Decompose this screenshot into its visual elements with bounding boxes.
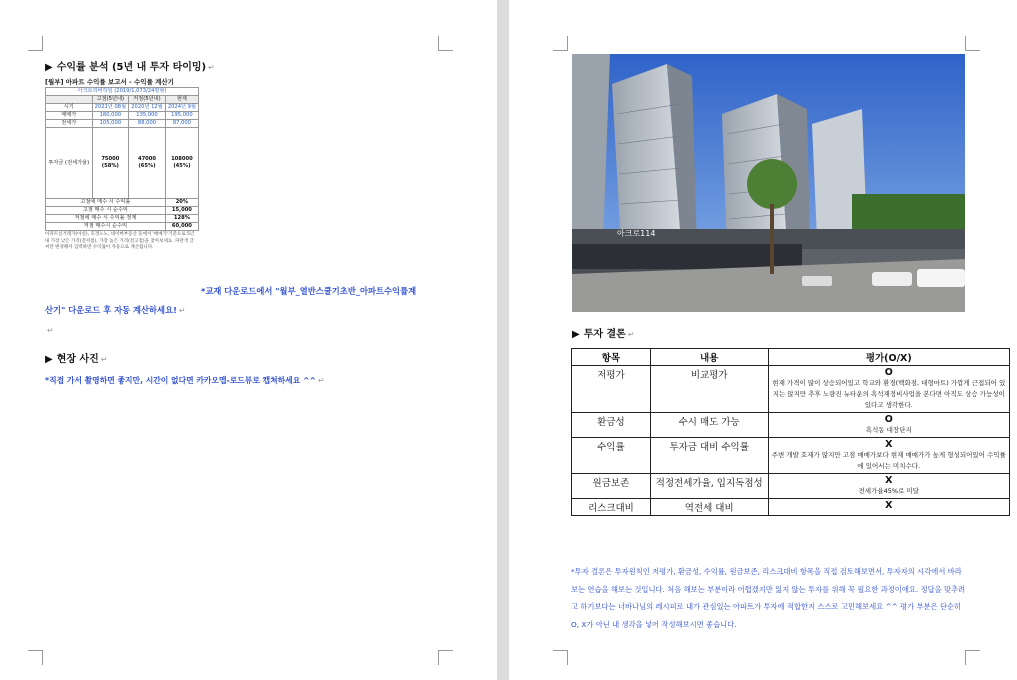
crop-mark	[965, 650, 980, 665]
apartment-street-photo	[572, 54, 965, 312]
table-row: 시기 2021년 08월 2020년 12월 2024년 9월	[46, 104, 199, 112]
triangle-bullet-icon: ▶	[45, 62, 53, 73]
download-note-cont: 산기" 다운로드 후 자동 계산하세요! ↵	[45, 305, 186, 315]
crop-mark	[28, 36, 43, 51]
table-row: 매매가 180,000 135,000 195,000	[46, 112, 199, 120]
section-heading-conclusion: ▶ 투자 결론 ↵	[572, 329, 635, 340]
table-row: 전세가 105,000 88,000 87,000	[46, 120, 199, 128]
table-row: 리스크대비 역전세 대비 X	[572, 499, 1010, 516]
crop-mark	[965, 36, 980, 51]
calculator-title: [월부] 아파트 수익률 보고서 - 수익률 계산기	[45, 78, 174, 86]
investment-conclusion-table	[571, 348, 1010, 516]
table-row: 저평가 비교평가 O 현재 가격이 많이 상승되어있고 학교와 환경(백화점, 대형마트) 가깝게 근접되어 있지는 않지만 추후 노량진 뉴타운의 흑석재정비사업을 본다면 아직도 상승 가능성이 있다고 생각한다.	[572, 366, 1010, 413]
crop-mark	[438, 36, 453, 51]
table-row: 투자금 (전세가율) 75000 (58%) 47000 (65%) 108000 (45%)	[46, 128, 199, 199]
table-row: 환금성 수시 매도 가능 O 흑석동 대장단지	[572, 413, 1010, 438]
site-photo	[572, 54, 965, 312]
calculator-note: 아파트실거래가(아실), 호갱노노, 네이버부동산 등에서 '매매가'기준으로 5년 내 가장 낮은 가격(전저점), 가장 높은 가격(전고점)을 찾아보세요. 파란색 글씨만 변경해서 입력하면 수익률이 자동으로 계산됩니다.	[45, 232, 195, 250]
building-sign: 아크로114	[617, 229, 656, 238]
crop-mark	[28, 650, 43, 665]
triangle-bullet-icon: ▶	[45, 354, 53, 365]
table-row: 고점 매수 시 순수익 15,000	[46, 207, 199, 215]
page-gutter	[497, 0, 509, 680]
triangle-bullet-icon: ▶	[572, 329, 580, 340]
calculator-table: 아크로리버하임 (2019/1,073/24평형) 고점(5년내) 저점(5년내) 현재 시기 2021년 08월 2020년 12월 2024년 9월 매매가 180,000 135,000 195,000 전세가 105,000 88,000 87,000 투자금 (전세가율) 75000 (58%) 47000 (65%) 108000 (45%) 고점에 매수 시 수익률 20% 고점 매수 시 순수익 15,000 저점에 매수 시 수익률 정계 128% 저점 매수시 순수익 60,000	[45, 87, 199, 231]
download-note: *교재 다운로드에서 "월부_열반스쿨기초반_아파트수익률계	[201, 286, 417, 296]
table-row: 원금보존 적정전세가율, 입지독점성 X 전세가율45%로 미달	[572, 474, 1010, 499]
crop-mark	[438, 650, 453, 665]
table-row: 고점에 매수 시 수익률 20%	[46, 199, 199, 207]
conclusion-footnote: *투자 결론은 투자원칙인 저평가, 환금성, 수익률, 원금보존, 리스크대비 항목을 직접 검토해보면서, 투자자의 시각에서 바라보는 연습을 해보는 것입니다. 처음 해보는 부분이라 어렵겠지만 잃지 않는 투자를 위해 꼭 필요한 과정이에요. 정답을 맞추려고 하기보다는 너바나님의 레시피로 내가 관심있는 아파트가 투자에 적합한지 스스로 고민해보세요 ^^ 평가 부분은 단순히 O, X가 아닌 내 생각을 넣어 작성해보시면 좋습니다.	[571, 567, 966, 629]
apartment-name: 아크로리버하임 (2019/1,073/24평형)	[46, 88, 199, 96]
photo-note: *직접 가서 촬영하면 좋지만, 시간이 없다면 카카오맵-로드뷰로 캡쳐하세요 ^^ ↵	[45, 376, 325, 385]
section-heading-returns: ▶ 수익률 분석 (5년 내 투자 타이밍) ↵	[45, 62, 215, 73]
paragraph-mark: ↵	[47, 326, 54, 335]
table-header-row: 항목 내용 평가(O/X)	[572, 349, 1010, 366]
section-heading-photos: ▶ 현장 사진 ↵	[45, 354, 108, 365]
table-row: 저점에 매수 시 수익률 정계 128%	[46, 215, 199, 223]
document-page-left	[0, 0, 497, 680]
returns-calculator-image	[45, 77, 199, 252]
crop-mark	[553, 36, 568, 51]
crop-mark	[553, 650, 568, 665]
table-row: 저점 매수시 순수익 60,000	[46, 223, 199, 231]
table-row: 수익률 투자금 대비 수익률 X 주변 개발 호재가 많지만 고점 매매가보다 현재 매매가가 높게 형성되어있어 수익률에 있어서는 미치수다.	[572, 438, 1010, 474]
